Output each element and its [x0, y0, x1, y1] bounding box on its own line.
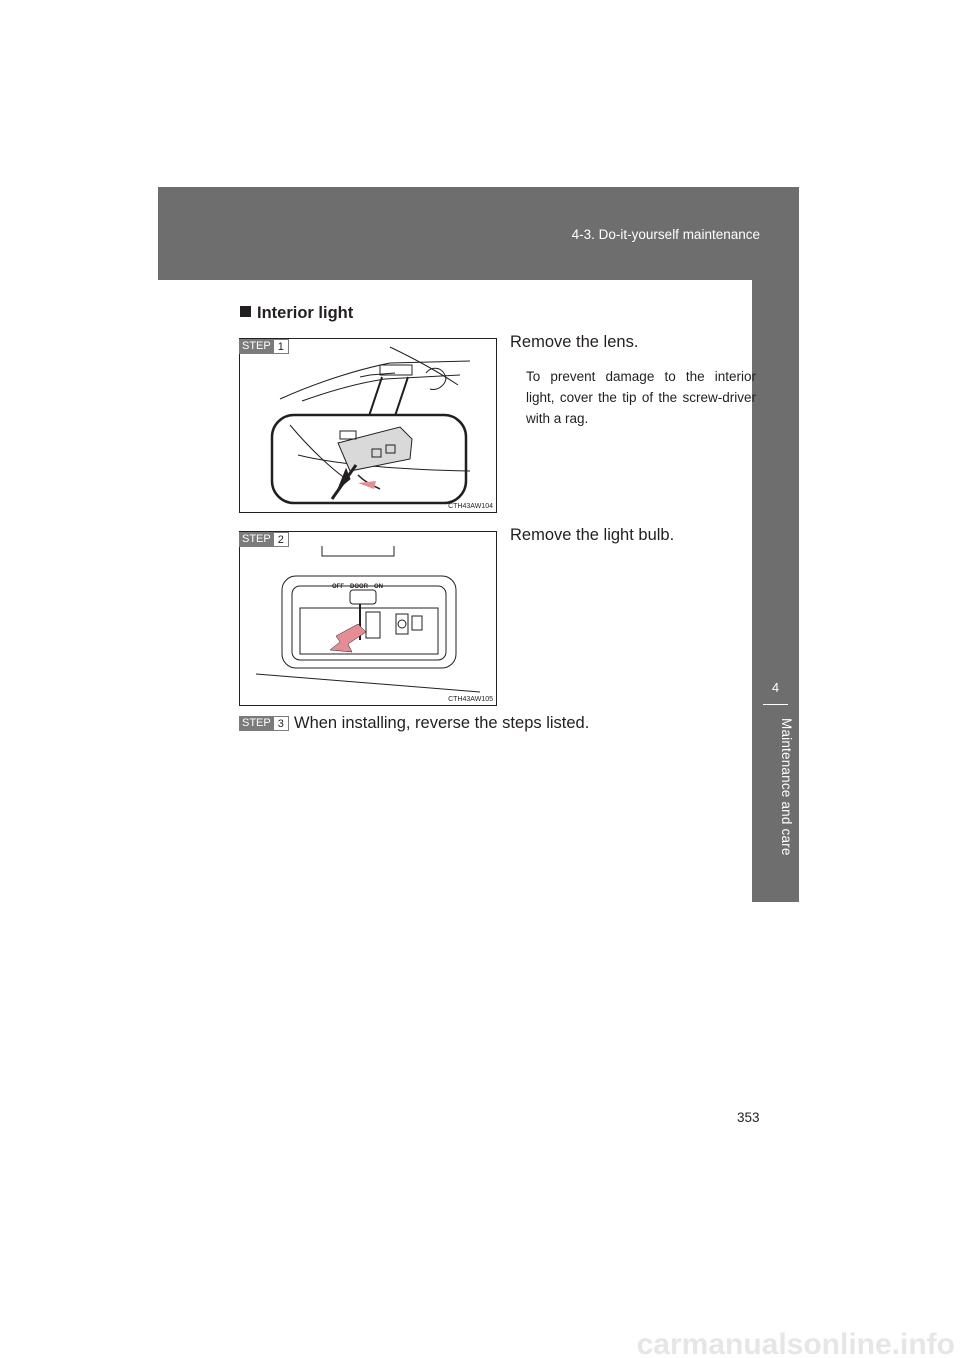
section-title: 4-3. Do-it-yourself maintenance	[571, 227, 760, 242]
watermark-logo	[0, 1318, 960, 1358]
square-bullet-icon	[240, 306, 251, 317]
step-badge-number: 1	[274, 339, 289, 354]
section-heading	[240, 304, 353, 323]
figure-code: CTH43AW105	[448, 696, 493, 703]
step-badge-label: STEP	[239, 339, 274, 354]
step-2-badge	[239, 532, 289, 547]
lens-removal-drawing	[240, 339, 496, 512]
chapter-number: 4	[771, 680, 780, 695]
step-2-text: Remove the light bulb.	[510, 526, 675, 544]
step-badge-number: 2	[274, 532, 289, 547]
switch-label-on: ON	[374, 584, 383, 590]
step-1-badge	[239, 339, 289, 354]
switch-label-off: OFF	[332, 584, 344, 590]
side-tab-divider	[763, 704, 788, 705]
switch-label-door: DOOR	[350, 584, 368, 590]
watermark-text: carmanualsonline.info	[636, 1328, 955, 1358]
step-2-illustration	[239, 531, 497, 706]
bulb-removal-drawing	[240, 532, 496, 705]
step-badge-label: STEP	[239, 532, 274, 547]
figure-code: CTH43AW104	[448, 503, 493, 510]
chapter-label: Maintenance and care	[779, 718, 794, 856]
step-3-badge	[239, 716, 289, 731]
step-badge-number: 3	[274, 716, 289, 731]
section-heading-text: Interior light	[257, 304, 354, 322]
step-1-note: To prevent damage to the interior light, cover the tip of the screw-driver with a rag.	[526, 369, 756, 426]
step-3-text: When installing, reverse the steps listed.	[294, 714, 590, 732]
step-1-illustration	[239, 338, 497, 513]
step-badge-label: STEP	[239, 716, 274, 731]
side-tab	[752, 280, 799, 902]
step-1-text: Remove the lens.	[510, 333, 639, 351]
page-number: 353	[737, 1110, 760, 1125]
